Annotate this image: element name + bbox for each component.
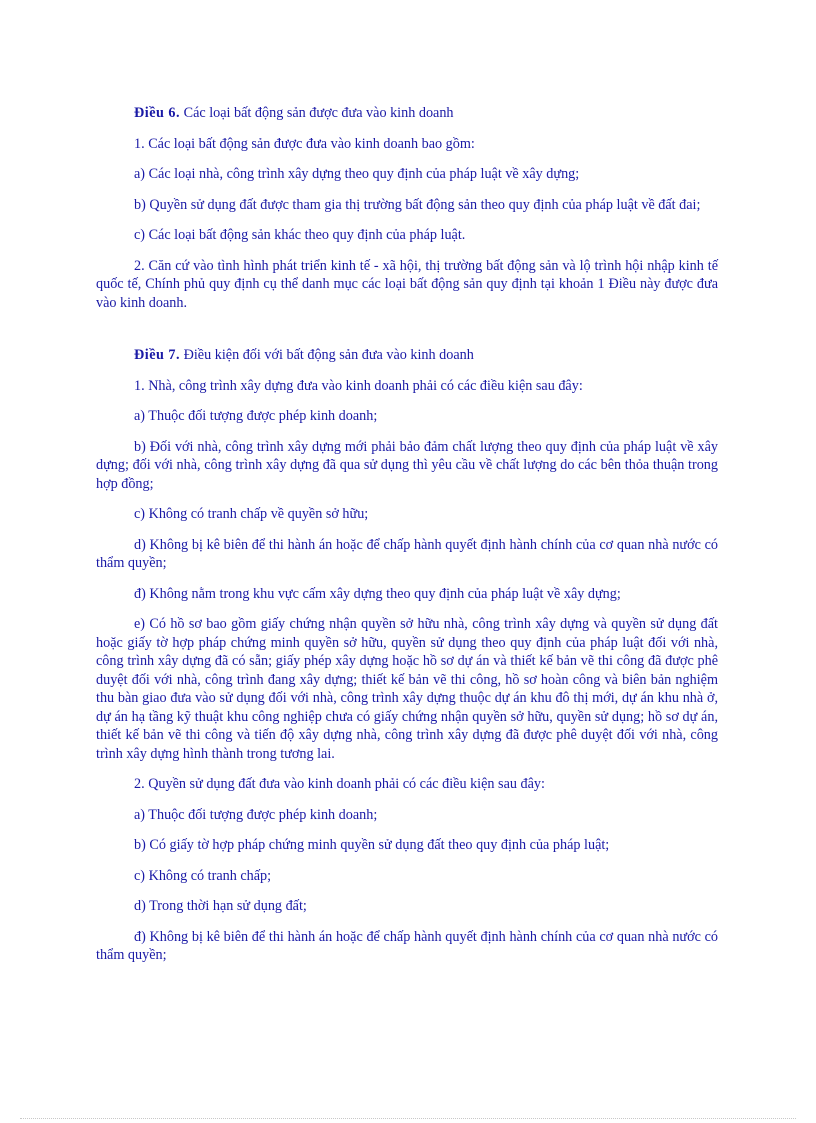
paragraph: b) Quyền sử dụng đất được tham gia thị trường bất động sản theo quy định của pháp luật về đất đai; [134, 196, 701, 213]
paragraph: b) Có giấy tờ hợp pháp chứng minh quyền sử dụng đất theo quy định của pháp luật; [134, 837, 610, 853]
paragraph: đ) Không nằm trong khu vực cấm xây dựng theo quy định của pháp luật về xây dựng; [134, 585, 621, 602]
paragraph: 2. Căn cứ vào tình hình phát triển kinh tế - xã hội, thị trường bất động sản và lộ trình hội nhập kinh tế quốc tế, Chính phủ quy định cụ thể danh mục các loại bất động sản quy định tại khoản 1 Điều này được đưa vào kinh doanh. [96, 257, 718, 311]
paragraph: a) Thuộc đối tượng được phép kinh doanh; [134, 408, 378, 424]
paragraph: d) Không bị kê biên để thi hành án hoặc để chấp hành quyết định hành chính của cơ quan nhà nước có thẩm quyền; [96, 536, 718, 571]
document-page [96, 104, 718, 977]
paragraph: đ) Không bị kê biên để thi hành án hoặc để chấp hành quyết định hành chính của cơ quan nhà nước có thẩm quyền; [96, 928, 718, 963]
paragraph: b) Đối với nhà, công trình xây dựng mới phải bảo đảm chất lượng theo quy định của pháp luật về xây dựng; đối với nhà, công trình xây dựng đã qua sử dụng thì yêu cầu về chất lượng do các bên thỏa thuận trong hợp đồng; [96, 438, 718, 492]
paragraph: c) Không có tranh chấp về quyền sở hữu; [134, 506, 369, 522]
paragraph: d) Trong thời hạn sử dụng đất; [134, 898, 307, 914]
paragraph: e) Có hồ sơ bao gồm giấy chứng nhận quyền sở hữu nhà, công trình xây dựng và quyền sử dụng đất hoặc giấy tờ hợp pháp chứng minh quyền sở hữu, quyền sử dụng theo quy định của pháp luật đối với nhà, công trình xây dựng đã có sẵn; giấy phép xây dựng hoặc hồ sơ dự án và thiết kế bản vẽ thi công đã được phê duyệt đối với nhà, công trình đang xây dựng; thiết kế bản vẽ thi công, hồ sơ hoàn công và biên bản nghiệm thu bàn giao đưa vào sử dụng đối với nhà, công trình xây dựng thuộc dự án khu đô thị mới, dự án khu nhà ở, dự án hạ tầng kỹ thuật khu công nghiệp chưa có giấy chứng nhận quyền sở hữu, quyền sử dụng; hồ sơ dự án, thiết kế bản vẽ thi công và tiến độ xây dựng nhà, công trình xây dựng đã được phê duyệt đối với nhà, công trình xây dựng hình thành trong tương lai. [96, 616, 718, 762]
paragraph: 1. Nhà, công trình xây dựng đưa vào kinh doanh phải có các điều kiện sau đây: [134, 377, 583, 394]
paragraph: 1. Các loại bất động sản được đưa vào kinh doanh bao gồm: [134, 135, 475, 152]
article-title: Điều kiện đối với bất động sản đưa vào kinh doanh [183, 347, 474, 363]
article-title: Các loại bất động sản được đưa vào kinh doanh [183, 105, 454, 121]
article-heading [96, 346, 718, 365]
article-heading [96, 104, 718, 123]
article-number: Điều 7. [134, 347, 181, 363]
paragraph: a) Thuộc đối tượng được phép kinh doanh; [134, 806, 378, 823]
article-6 [96, 104, 718, 312]
paragraph: 2. Quyền sử dụng đất đưa vào kinh doanh phải có các điều kiện sau đây: [134, 776, 545, 792]
page-bottom-divider [20, 1118, 796, 1119]
article-number: Điều 6. [134, 105, 181, 121]
paragraph: a) Các loại nhà, công trình xây dựng theo quy định của pháp luật về xây dựng; [134, 166, 580, 182]
paragraph: c) Các loại bất động sản khác theo quy định của pháp luật. [134, 227, 466, 243]
article-7 [96, 346, 718, 965]
paragraph: c) Không có tranh chấp; [134, 867, 272, 884]
